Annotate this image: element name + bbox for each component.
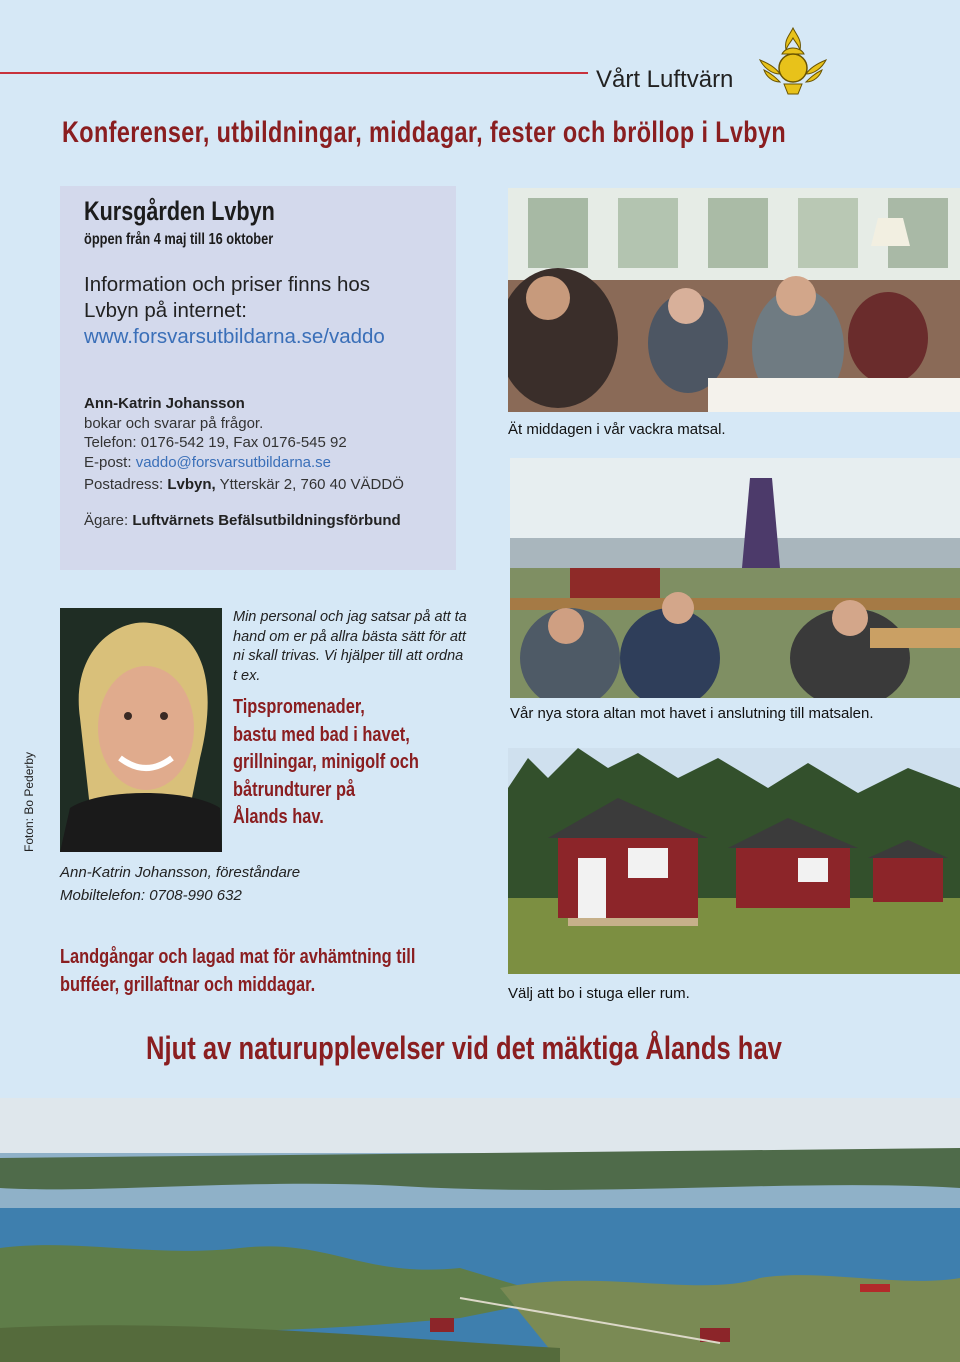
contact-name: Ann-Katrin Johansson	[84, 395, 245, 412]
owner-name: Luftvärnets Befälsutbildningsförbund	[132, 512, 401, 529]
archipelago-photo	[0, 1098, 960, 1362]
manager-quote: Min personal och jag satsar på att ta hand om er på allra bästa sätt för att ni skall trivas. Vi hjälper till att ordna t ex.	[233, 609, 467, 684]
activities-list	[233, 694, 419, 832]
cabins-caption: Välj att bo i stuga eller rum.	[508, 985, 690, 1002]
contact-phone: Telefon: 0176-542 19, Fax 0176-545 92	[84, 434, 347, 451]
dining-room-photo	[508, 188, 960, 412]
contact-block	[84, 394, 347, 472]
opening-dates: öppen från 4 maj till 16 oktober	[84, 231, 274, 248]
dining-caption: Ät middagen i vår vackra matsal.	[508, 421, 726, 438]
catering-line: bufféer, grillaftnar och middagar.	[60, 974, 316, 996]
venue-title: Kursgården Lvbyn	[84, 196, 275, 226]
page-title: Konferenser, utbildningar, middagar, fester och bröllop i Lvbyn	[62, 116, 787, 149]
email-label: E-post:	[84, 453, 136, 471]
manager-mobile: Mobiltelefon: 0708-990 632	[60, 887, 242, 904]
header-rule	[0, 72, 588, 74]
owner	[84, 512, 401, 529]
contact-role: bokar och svarar på frågor.	[84, 414, 264, 432]
slogan: Njut av naturupplevelser vid det mäktiga Ålands hav	[146, 1030, 782, 1066]
magazine-name: Vårt Luftvärn	[596, 66, 734, 93]
manager-info	[60, 861, 300, 907]
postal-rest: Ytterskär 2, 760 40 VÄDDÖ	[215, 476, 404, 493]
activity-item: båtrundturer på	[233, 778, 356, 801]
catering-note	[60, 943, 415, 999]
contact-email-row	[84, 453, 347, 473]
website-link[interactable]: www.forsvarsutbildarna.se/vaddo	[84, 325, 385, 348]
terrace-caption: Vår nya stora altan mot havet i anslutning till matsalen.	[510, 705, 874, 722]
photo-credit: Foton: Bo Pederby	[22, 751, 36, 852]
air-defence-emblem-icon	[758, 24, 828, 98]
info-text	[84, 272, 385, 350]
postal-address	[84, 476, 404, 493]
postal-bold: Lvbyn,	[167, 476, 216, 493]
activity-item: Tipspromenader,	[233, 696, 365, 718]
terrace-photo	[510, 458, 960, 698]
info-line-1: Information och priser finns hos	[84, 273, 370, 296]
info-line-2: Lvbyn på internet:	[84, 299, 247, 322]
email-link[interactable]: vaddo@forsvarsutbildarna.se	[135, 453, 332, 471]
activity-item: Ålands hav.	[233, 806, 324, 828]
activity-item: grillningar, minigolf och	[233, 751, 419, 773]
manager-portrait	[60, 608, 222, 852]
owner-label: Ägare:	[84, 512, 133, 529]
manager-name-role: Ann-Katrin Johansson, föreståndare	[60, 864, 301, 881]
catering-line: Landgångar och lagad mat för avhämtning till	[60, 946, 416, 968]
activity-item: bastu med bad i havet,	[233, 723, 410, 746]
postal-label: Postadress:	[84, 476, 168, 493]
cabins-photo	[508, 748, 960, 974]
